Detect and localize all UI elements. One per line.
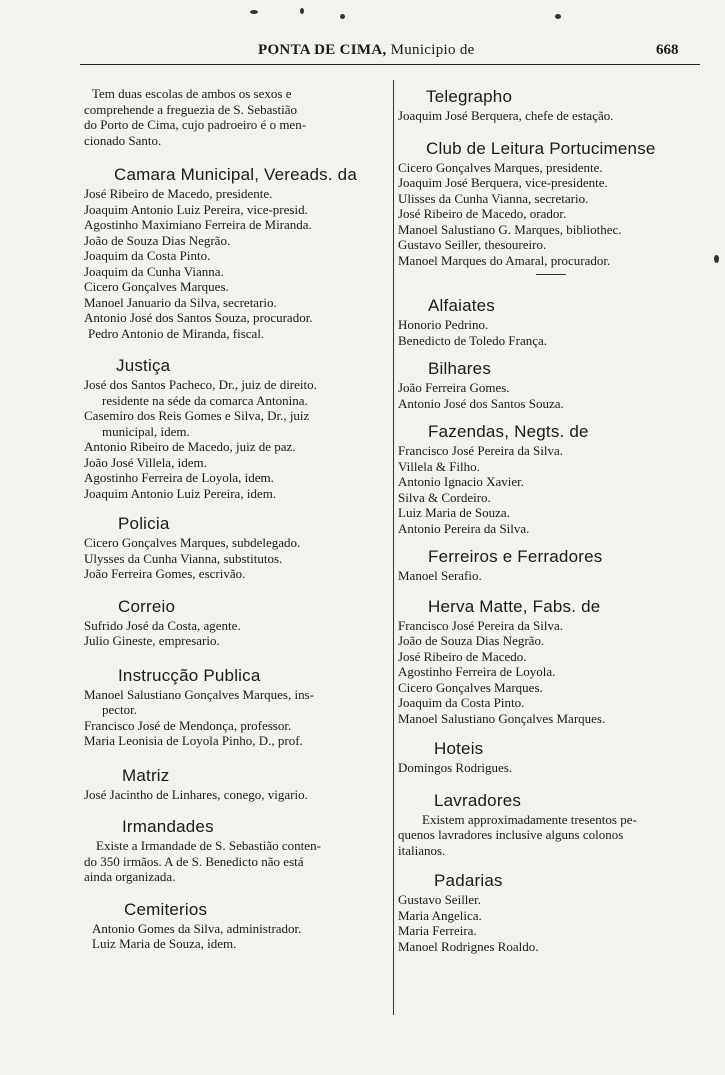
entry: Joaquim da Cunha Vianna. [84,263,224,279]
section-cemiterios [84,899,390,952]
entry: Antonio Ribeiro de Macedo, juiz de paz. [84,439,296,454]
section-irmandades [84,816,390,885]
entry: Casemiro dos Reis Gomes e Silva, Dr., juiz [84,408,310,423]
entry: Manoel Januario da Silva, secretario. [84,294,277,310]
entry: Antonio Pereira da Silva. [398,520,530,536]
entry: Cicero Gonçalves Marques. [398,679,543,695]
section-padarias [398,870,708,954]
entry: italianos. [398,842,446,858]
section-herva [398,596,708,727]
entry: José dos Santos Pacheco, Dr., juiz de direito. [84,377,317,392]
section-title: Camara Municipal, Vereads. da [114,165,357,184]
page-header [0,38,725,66]
entry: José Ribeiro de Macedo. [398,648,527,664]
entry: Francisco José de Mendonça, professor. [84,717,292,733]
entry: Gustavo Seiller, thesoureiro. [398,237,547,252]
entry: Luiz Maria de Souza, idem. [92,936,237,951]
entry: Agostinho Ferreira de Loyola, idem. [84,470,274,485]
entry: Villela & Filho. [398,458,480,474]
entry: Sufrido José da Costa, agente. [84,617,241,633]
section-title: Hoteis [434,739,484,758]
entry: Maria Leonisia de Loyola Pinho, D., prof. [84,733,303,748]
section-telegrapho [398,86,708,124]
ornament-rule [536,274,566,275]
section-title: Instrucção Publica [118,665,261,685]
entry: José Ribeiro de Macedo, orador. [398,206,567,221]
column-divider [393,80,394,1015]
entry: quenos lavradores inclusive alguns colonos [398,827,624,842]
entry: ainda organizada. [84,869,176,884]
entry: municipal, idem. [102,423,190,439]
entry: Gustavo Seiller. [398,892,482,907]
running-title-rest: Municipio de [390,42,475,58]
entry: Silva & Cordeiro. [398,489,491,505]
entry: Manoel Salustiano G. Marques, bibliothec. [398,221,622,237]
section-title: Alfaiates [428,296,496,315]
entry: Existem approximadamente tresentos pe- [422,811,637,827]
entry: Joaquim Antonio Luiz Pereira, idem. [84,485,277,501]
entry: Ulysses da Cunha Vianna, substitutos. [84,550,283,566]
section-title: Herva Matte, Fabs. de [428,596,601,616]
entry: Maria Ferreira. [398,923,477,938]
entry: Joaquim Antonio Luiz Pereira, vice-presid. [84,201,308,217]
entry: Agostinho Maximiano Ferreira de Miranda. [84,217,312,232]
section-justica [84,355,390,501]
entry: Joaquim José Berquera, vice-presidente. [398,175,608,190]
section-title: Club de Leitura Portucimense [426,138,656,158]
section-title: Padarias [434,871,503,890]
section-matriz [84,765,390,803]
entry: Ulisses da Cunha Vianna, secretario. [398,190,589,206]
entry: Joaquim José Berquera, chefe de estação. [398,108,614,123]
entry: Pedro Antonio de Miranda, fiscal. [88,325,265,341]
page-number: 668 [656,42,679,58]
section-lavradores [398,790,708,859]
entry: Manoel Salustiano Gonçalves Marques. [398,710,606,726]
section-title: Lavradores [434,790,522,810]
entry: Joaquim da Costa Pinto. [398,695,525,710]
section-club [398,138,708,276]
section-camara [84,164,390,341]
entry: João Ferreira Gomes. [398,380,510,395]
entry: pector. [102,702,138,717]
ink-speck [300,8,304,14]
entry: Manoel Salustiano Gonçalves Marques, ins- [84,686,314,702]
entry: Manoel Serafio. [398,568,482,583]
entry: Joaquim da Costa Pinto. [84,248,211,263]
entry: João José Villela, idem. [84,454,207,470]
ink-speck [555,14,561,19]
entry: Cicero Gonçalves Marques, presidente. [398,159,603,175]
section-hoteis [398,738,708,776]
intro-paragraph [84,86,390,148]
section-title: Irmandades [122,817,214,836]
section-title: Ferreiros e Ferradores [428,547,603,566]
running-title [258,42,475,59]
entry: Honorio Pedrino. [398,317,489,332]
entry: do 350 irmãos. A de S. Benedicto não está [84,853,304,869]
section-ferreiros [398,546,708,584]
entry: João Ferreira Gomes, escrivão. [84,566,246,581]
section-title: Correio [118,596,176,616]
section-bilhares [398,358,708,411]
section-policia [84,513,390,582]
section-title: Bilhares [428,359,492,378]
section-title: Matriz [122,765,170,785]
entry: Antonio José dos Santos Souza. [398,395,564,411]
entry: Maria Angelica. [398,907,482,923]
intro-line: do Porto de Cima, cujo padroeiro é o men- [84,117,307,132]
section-correio [84,596,390,649]
intro-line: Tem duas escolas de ambos os sexos e [92,86,292,101]
intro-line: cionado Santo. [84,132,162,148]
section-fazendas [398,421,708,536]
entry: Luiz Maria de Souza. [398,505,510,520]
entry: Julio Gineste, empresario. [84,633,220,648]
section-title: Telegrapho [426,87,513,106]
entry: Manoel Rodrignes Roaldo. [398,938,539,954]
entry: Cicero Gonçalves Marques, subdelegado. [84,535,301,550]
entry: Antonio Ignacio Xavier. [398,474,524,489]
entry: Manoel Marques do Amaral, procurador. [398,252,611,268]
entry: Cicero Gonçalves Marques. [84,279,229,294]
section-title: Fazendas, Negts. de [428,422,589,441]
right-column [398,86,708,954]
entry: Domingos Rodrigues. [398,760,513,775]
section-title: Cemiterios [124,899,208,919]
entry: Antonio José dos Santos Souza, procurador. [84,310,313,325]
left-column [84,86,390,952]
header-rule [80,64,700,65]
entry: Agostinho Ferreira de Loyola. [398,664,556,679]
ink-speck [340,14,345,19]
entry: João de Souza Dias Negrão. [398,633,545,648]
entry: Antonio Gomes da Silva, administrador. [92,920,302,936]
entry: João de Souza Dias Negrão. [84,232,231,248]
entry: Existe a Irmandade de S. Sebastião conten- [96,838,321,853]
entry: Benedicto de Toledo França. [398,332,548,348]
section-title: Policia [118,514,170,533]
section-alfaiates [398,295,708,348]
ink-speck [250,10,258,14]
entry: José Jacintho de Linhares, conego, vigario. [84,786,308,802]
entry: Francisco José Pereira da Silva. [398,443,563,458]
intro-line: comprehende a freguezia de S. Sebastião [84,101,297,117]
entry: José Ribeiro de Macedo, presidente. [84,186,273,201]
ink-speck [714,255,719,263]
section-title: Justiça [116,356,171,375]
entry: Francisco José Pereira da Silva. [398,617,563,633]
section-instruccao [84,665,390,749]
entry: residente na séde da comarca Antonina. [102,392,308,408]
running-title-bold: PONTA DE CIMA, [258,42,387,58]
